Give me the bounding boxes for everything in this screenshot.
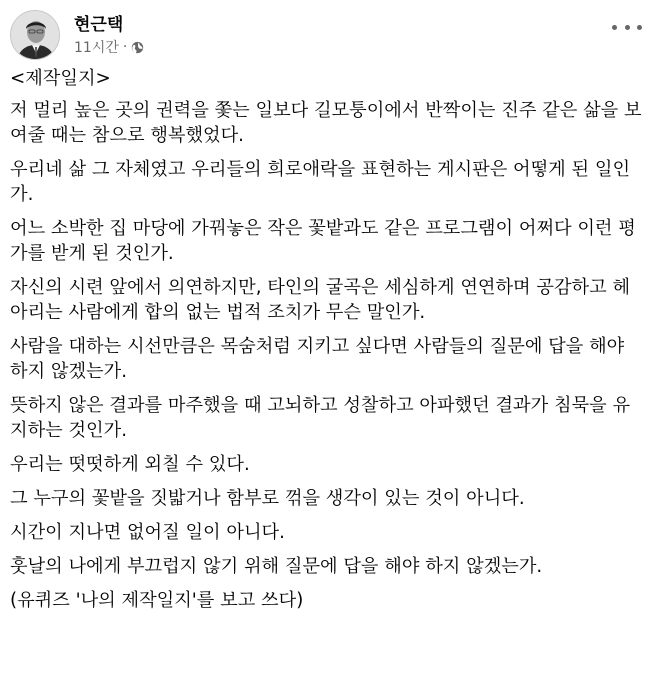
post-content: [10, 66, 642, 622]
globe-icon[interactable]: [131, 41, 144, 54]
author-name[interactable]: 현근택: [74, 15, 124, 35]
post-title: <제작일지>: [10, 68, 111, 89]
post-paragraph: 그 누구의 꽃밭을 짓밟거나 함부로 꺾을 생각이 있는 것이 아니다.: [10, 488, 525, 509]
post-paragraph: 우리는 떳떳하게 외칠 수 있다.: [10, 454, 250, 475]
post-paragraph: 저 멀리 높은 곳의 권력을 쫓는 일보다 길모퉁이에서 반짝이는 진주 같은 삶을 보여줄 때는 참으로 행복했었다.: [10, 100, 642, 146]
meta-separator: ·: [122, 39, 128, 55]
post-paragraph: 시간이 지나면 없어질 일이 아니다.: [10, 522, 285, 543]
post-paragraph: 훗날의 나에게 부끄럽지 않기 위해 질문에 답을 해야 하지 않겠는가.: [10, 556, 543, 577]
profile-photo-icon: [11, 11, 60, 60]
post-paragraph: 뜻하지 않은 결과를 마주했을 때 고뇌하고 성찰하고 아파했던 결과가 침묵을 유지하는 것인가.: [10, 395, 631, 441]
post-paragraph: 자신의 시련 앞에서 의연하지만, 타인의 굴곡은 세심하게 연연하며 공감하고 헤아리는 사람에게 합의 없는 법적 조치가 무슨 말인가.: [10, 277, 631, 323]
post-meta: [74, 37, 144, 57]
post-paragraph: 어느 소박한 집 마당에 가꿔놓은 작은 꽃밭과도 같은 프로그램이 어쩌다 이런 평가를 받게 된 것인가.: [10, 218, 636, 264]
post-paragraph: 사람을 대하는 시선만큼은 목숨처럼 지키고 싶다면 사람들의 질문에 답을 해야 하지 않겠는가.: [10, 336, 625, 382]
dot-icon: [612, 25, 617, 30]
post-paragraph: 우리네 삶 그 자체였고 우리들의 희로애락을 표현하는 게시판은 어떻게 된 일인가.: [10, 159, 631, 205]
post-paragraph: (유퀴즈 '나의 제작일지'를 보고 쓰다): [10, 590, 304, 611]
dot-icon: [637, 25, 642, 30]
post-time[interactable]: 11시간: [74, 40, 119, 56]
more-options-icon[interactable]: [612, 20, 642, 34]
avatar[interactable]: [10, 10, 60, 60]
dot-icon: [625, 25, 630, 30]
